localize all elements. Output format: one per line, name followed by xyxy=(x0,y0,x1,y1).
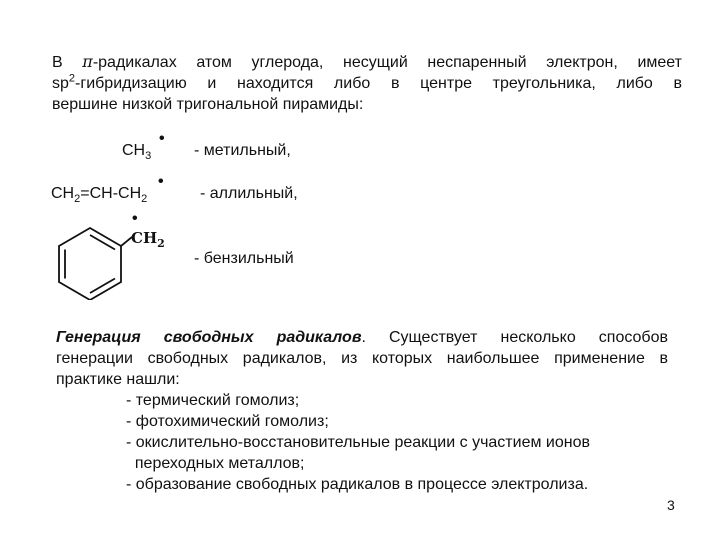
method-item: - образование свободных радикалов в процессе электролиза. xyxy=(126,476,589,493)
intro-line-2-text: -гибридизацию и находится либо в центре треугольника, либо в xyxy=(75,75,682,92)
benzyl-sub: 2 xyxy=(157,237,165,250)
allyl-sub-2: 2 xyxy=(141,193,148,206)
intro-line-2 xyxy=(52,73,682,94)
allyl-ch-1: CH xyxy=(51,185,75,202)
intro-line-1-text: -радикалах атом углерода, несущий неспаренный электрон, имеет xyxy=(92,54,682,71)
intro-prefix: В xyxy=(52,54,83,71)
method-item: - окислительно-восстановительные реакции с участием ионов xyxy=(126,434,590,451)
generation-methods-list xyxy=(126,390,590,495)
method-item: - термический гомолиз; xyxy=(126,392,300,409)
generation-line-2: генерации свободных радикалов, из которых наибольшее применение в xyxy=(56,350,668,367)
intro-line-3: вершине низкой тригональной пирамиды: xyxy=(52,96,364,113)
allyl-label: - аллильный, xyxy=(200,185,298,202)
benzyl-label: - бензильный xyxy=(194,250,294,267)
method-item: переходных металлов; xyxy=(126,455,305,472)
method-item: - фотохимический гомолиз; xyxy=(126,413,329,430)
sp-superscript: 2 xyxy=(68,72,76,85)
allyl-formula xyxy=(51,185,148,206)
benzyl-ch2-group xyxy=(131,229,165,250)
benzyl-radical-dot: • xyxy=(132,210,138,227)
methyl-sub: 3 xyxy=(145,150,152,163)
pi-symbol: π xyxy=(82,52,93,71)
generation-paragraph xyxy=(56,327,668,390)
methyl-radical-dot: • xyxy=(159,130,165,147)
intro-paragraph xyxy=(52,51,682,115)
benzyl-ch: CH xyxy=(131,229,158,247)
generation-line-3: практике нашли: xyxy=(56,371,180,388)
allyl-mid: =CH-CH xyxy=(80,185,142,202)
allyl-radical-dot: • xyxy=(158,173,164,190)
generation-line-1 xyxy=(56,327,668,348)
benzene-ring xyxy=(59,228,132,300)
methyl-formula xyxy=(122,142,152,163)
intro-line-1 xyxy=(52,51,682,73)
methyl-ch: CH xyxy=(122,142,146,159)
sp-text: sp xyxy=(52,75,69,92)
page-number: 3 xyxy=(667,497,675,513)
generation-title: Генерация свободных радикалов xyxy=(56,329,362,346)
methyl-label: - метильный, xyxy=(194,142,291,159)
allyl-sub-1: 2 xyxy=(74,193,81,206)
generation-line-1-text: . Существует несколько способов xyxy=(361,329,668,346)
